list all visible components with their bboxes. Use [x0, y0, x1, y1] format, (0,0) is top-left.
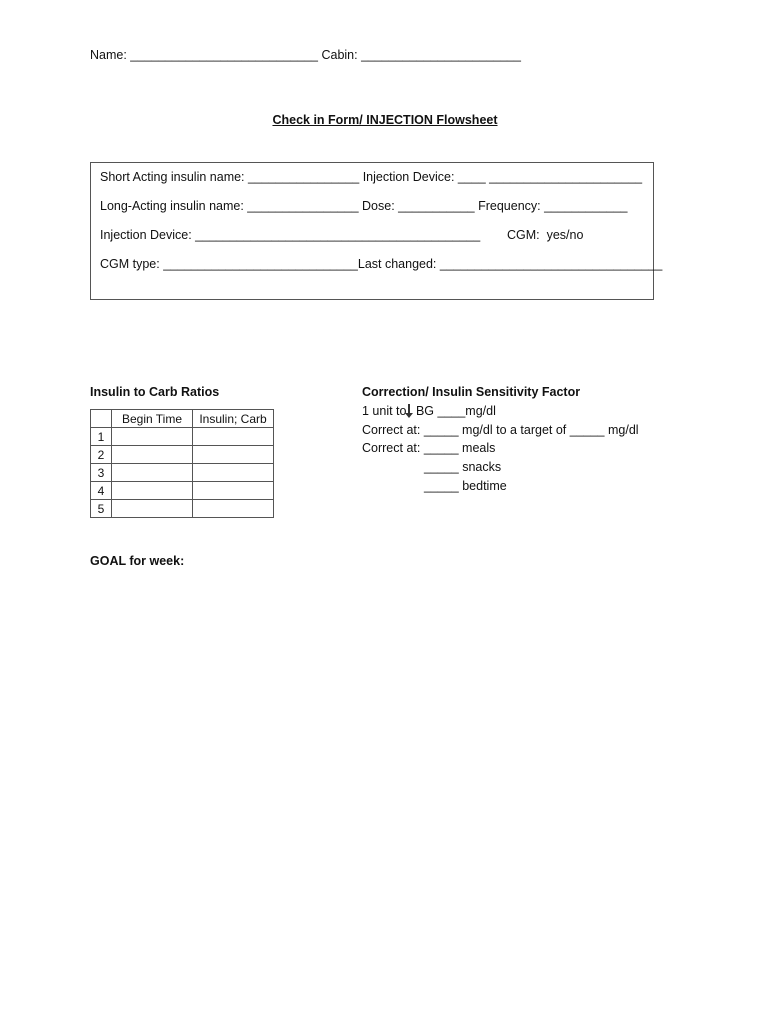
begin-time-cell[interactable]: [112, 464, 193, 482]
down-arrow-icon: [407, 404, 411, 417]
row-number: 2: [91, 446, 112, 464]
long-acting-line: Long-Acting insulin name: ________________ Dose: ___________ Frequency: ____________: [100, 199, 628, 213]
carb-ratio-table: [90, 409, 274, 518]
injection-device-line: Injection Device: _________________________________________: [100, 228, 481, 242]
insulin-carb-cell[interactable]: [193, 482, 274, 500]
unit-to-text: 1 unit to: [362, 404, 407, 418]
begin-time-cell[interactable]: [112, 446, 193, 464]
carb-ratios-heading: Insulin to Carb Ratios: [90, 385, 220, 399]
table-header-cell: [91, 410, 112, 428]
name-cabin-line: Name: ___________________________ Cabin: _______________________: [90, 48, 521, 62]
bedtime-line: _____ bedtime: [424, 479, 507, 493]
table-row: [91, 428, 274, 446]
table-row: [91, 500, 274, 518]
table-header-row: [91, 410, 274, 428]
row-number: 3: [91, 464, 112, 482]
correction-unit-line: [362, 404, 496, 418]
snacks-line: _____ snacks: [424, 460, 502, 474]
bg-mgdl-text: BG ____mg/dl: [412, 404, 496, 418]
insulin-carb-cell[interactable]: [193, 428, 274, 446]
begin-time-cell[interactable]: [112, 428, 193, 446]
table-row: [91, 446, 274, 464]
cgm-type-line: CGM type: ____________________________Last changed: ________________________________: [100, 257, 663, 271]
insulin-carb-cell[interactable]: [193, 446, 274, 464]
row-number: 4: [91, 482, 112, 500]
insulin-carb-cell[interactable]: [193, 464, 274, 482]
cgm-yes-no: CGM: yes/no: [507, 228, 584, 242]
row-number: 5: [91, 500, 112, 518]
table-row: [91, 464, 274, 482]
correct-at-meals-line: Correct at: _____ meals: [362, 441, 496, 455]
table-row: [91, 482, 274, 500]
short-acting-line: Short Acting insulin name: ________________ Injection Device: ____ ______________________: [100, 170, 643, 184]
table-header-cell: Begin Time: [112, 410, 193, 428]
row-number: 1: [91, 428, 112, 446]
correct-at-target-line: Correct at: _____ mg/dl to a target of _____ mg/dl: [362, 423, 639, 437]
insulin-carb-cell[interactable]: [193, 500, 274, 518]
begin-time-cell[interactable]: [112, 482, 193, 500]
begin-time-cell[interactable]: [112, 500, 193, 518]
goal-heading: GOAL for week:: [90, 554, 185, 568]
table-header-cell: Insulin; Carb: [193, 410, 274, 428]
page-title: Check in Form/ INJECTION Flowsheet: [272, 113, 498, 127]
correction-heading: Correction/ Insulin Sensitivity Factor: [362, 385, 581, 399]
